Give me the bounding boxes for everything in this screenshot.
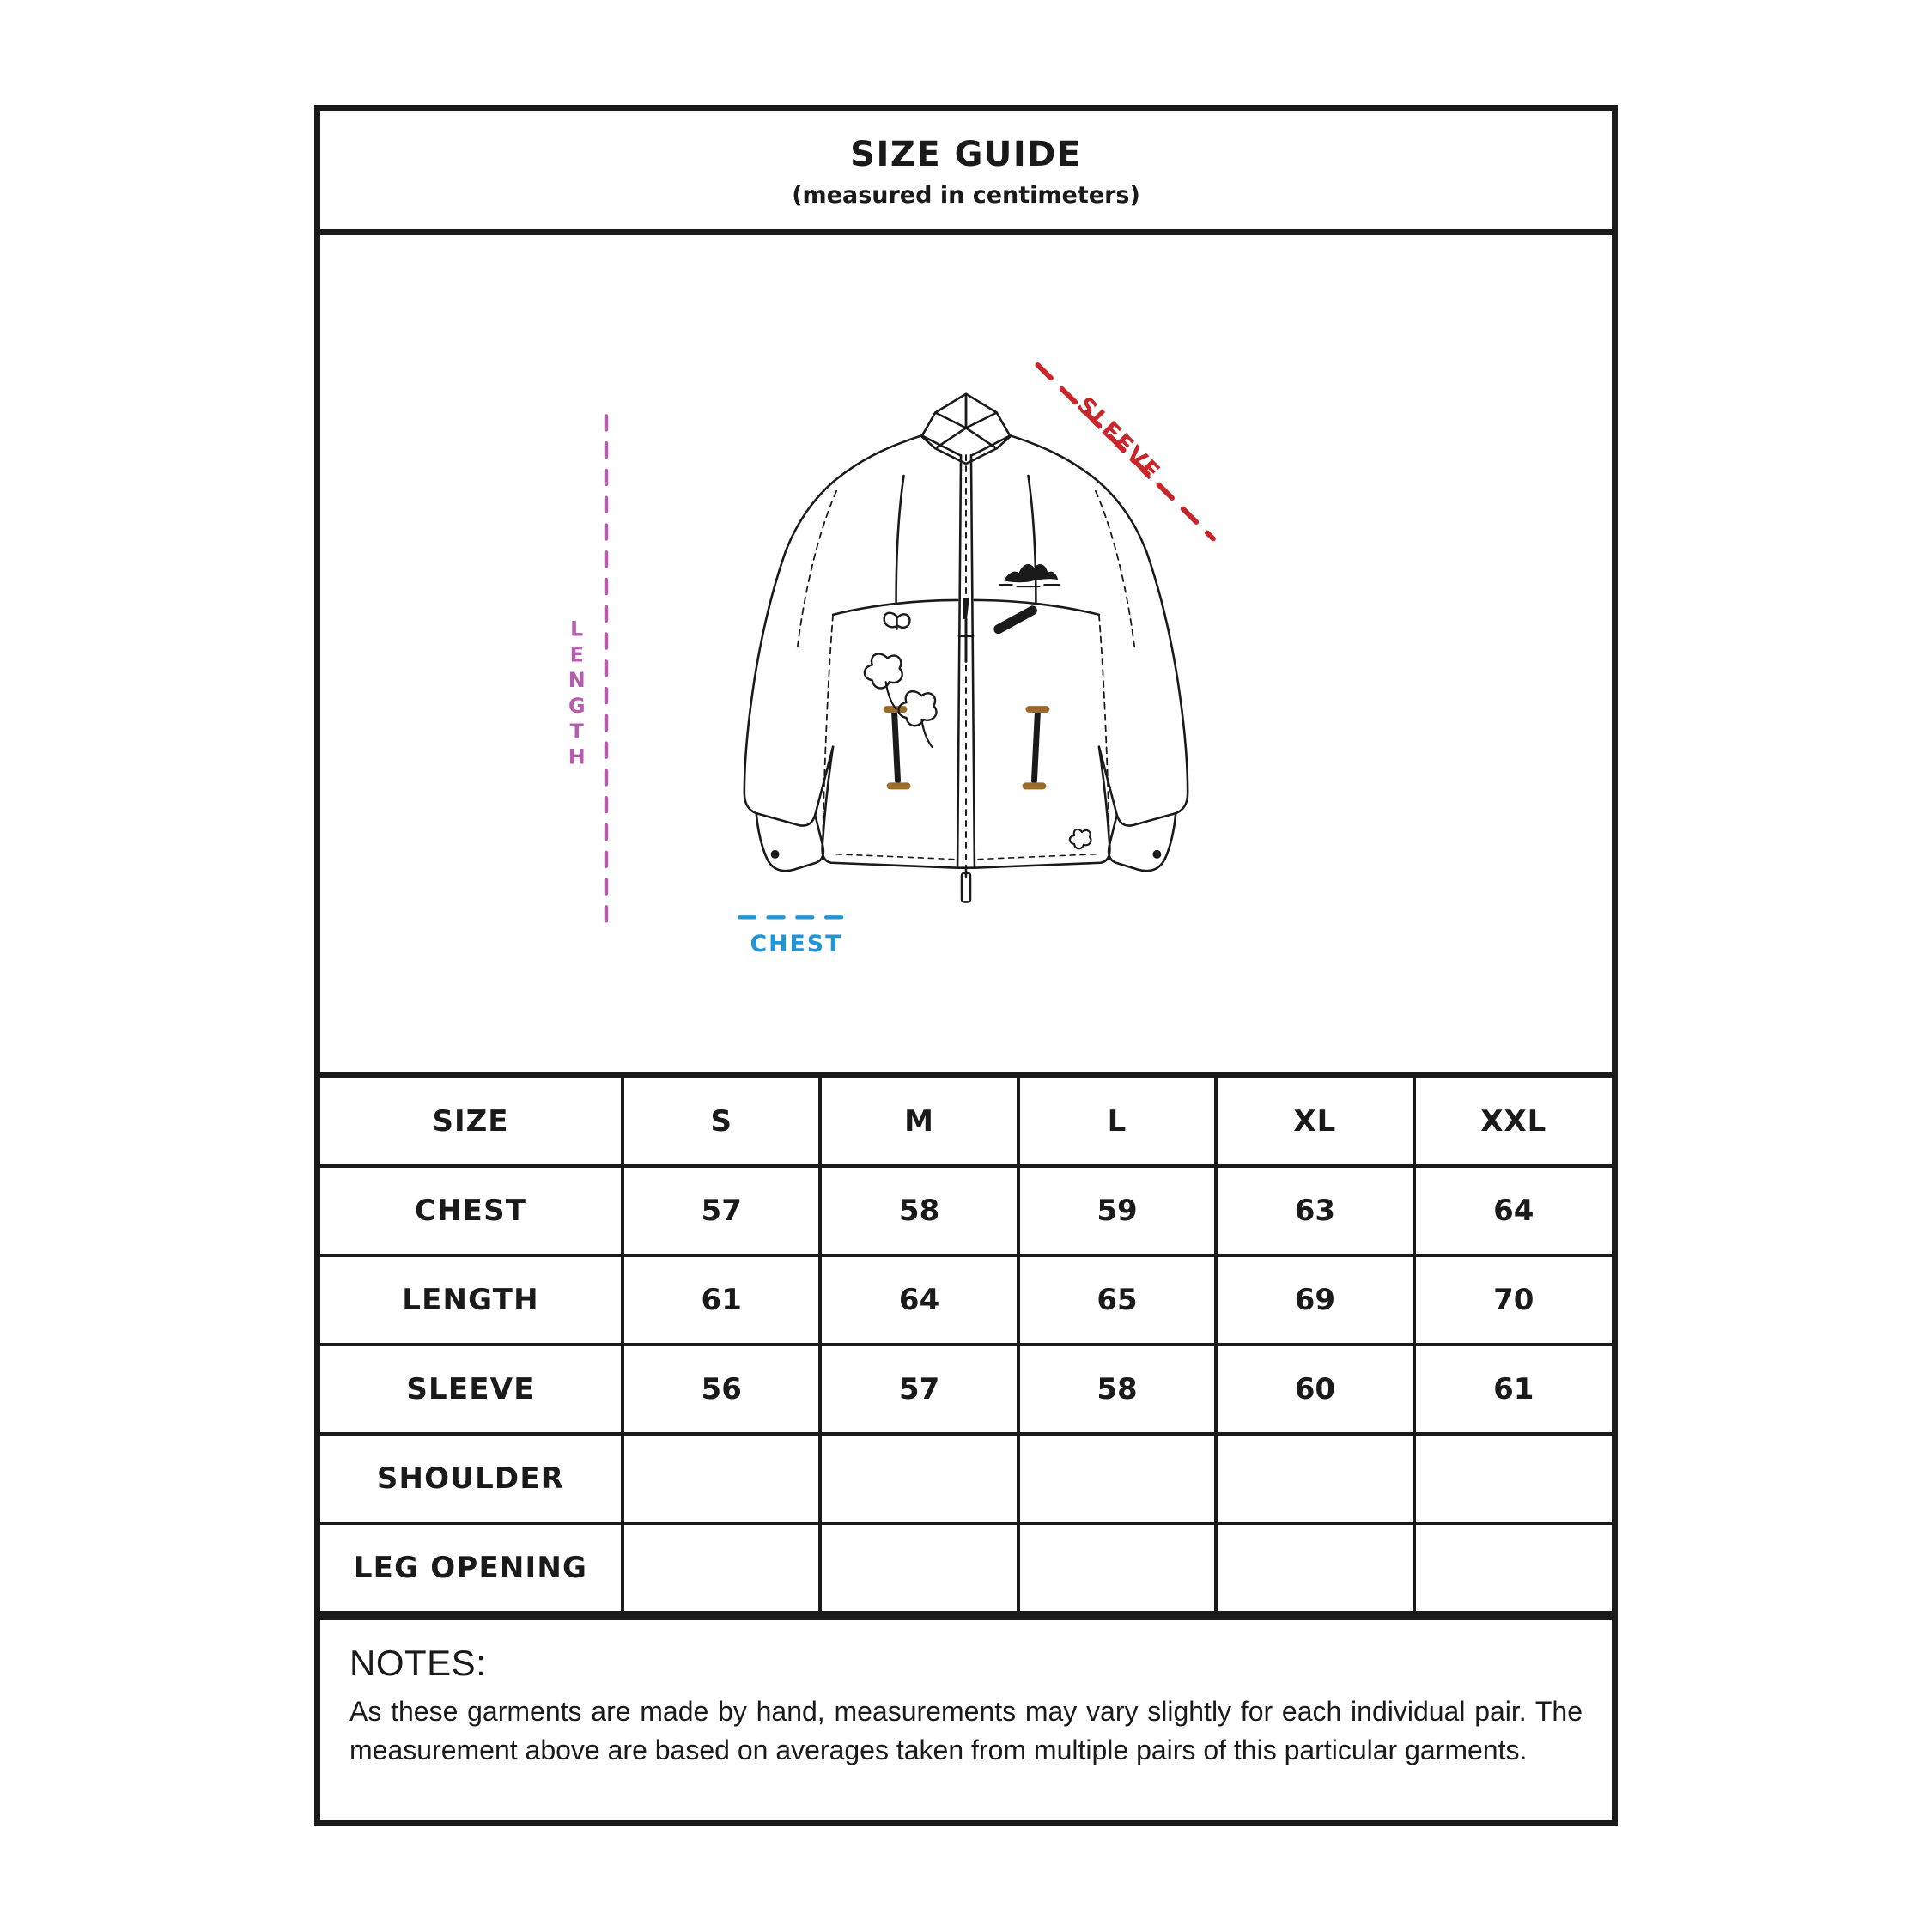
measurements-table-wrap (320, 1078, 1612, 1614)
svg-text:L: L (570, 617, 585, 641)
cell-length-xxl: 70 (1414, 1255, 1612, 1345)
svg-text:H: H (568, 744, 586, 769)
cell-chest-l: 59 (1018, 1166, 1216, 1255)
page-title: SIZE GUIDE (850, 135, 1082, 174)
cell-shoulder-s (623, 1434, 820, 1523)
jacket-technical-drawing (320, 235, 1612, 1072)
notes-section (320, 1614, 1612, 1820)
cell-chest-xxl: 64 (1414, 1166, 1612, 1255)
measurements-table (320, 1078, 1612, 1614)
card-header (320, 111, 1612, 235)
svg-text:E: E (569, 642, 585, 667)
size-guide-card (314, 105, 1618, 1826)
cell-shoulder-xl (1216, 1434, 1413, 1523)
cell-length-l: 65 (1018, 1255, 1216, 1345)
cell-sleeve-l: 58 (1018, 1345, 1216, 1434)
row-label-sleeve: SLEEVE (320, 1345, 623, 1434)
cell-leg-opening-xxl (1414, 1523, 1612, 1613)
cell-shoulder-xxl (1414, 1434, 1612, 1523)
cell-shoulder-m (820, 1434, 1018, 1523)
table-row (320, 1255, 1612, 1345)
notes-title: NOTES: (349, 1643, 487, 1683)
cell-chest-m: 58 (820, 1166, 1018, 1255)
svg-text:G: G (568, 694, 586, 719)
table-row (320, 1434, 1612, 1523)
cell-leg-opening-m (820, 1523, 1018, 1613)
row-label-leg-opening: LEG OPENING (320, 1523, 623, 1613)
row-label-shoulder: SHOULDER (320, 1434, 623, 1523)
cell-length-m: 64 (820, 1255, 1018, 1345)
svg-text:N: N (568, 668, 586, 693)
cell-sleeve-m: 57 (820, 1345, 1018, 1434)
notes-body: As these garments are made by hand, measurements may vary slightly for each individual pair. The measurement above are based on averages taken from multiple pairs of this particular garments. (349, 1696, 1583, 1766)
cell-sleeve-xxl: 61 (1414, 1345, 1612, 1434)
cell-length-s: 61 (623, 1255, 820, 1345)
svg-text:T: T (569, 719, 585, 744)
row-label-chest: CHEST (320, 1166, 623, 1255)
sleeve-label: SLEEVE (1071, 392, 1166, 487)
cell-leg-opening-l (1018, 1523, 1216, 1613)
garment-illustration (320, 235, 1612, 1078)
page-subtitle: (measured in centimeters) (792, 182, 1140, 209)
column-header-xl: XL (1216, 1078, 1413, 1166)
row-label-length: LENGTH (320, 1255, 623, 1345)
column-header-m: M (820, 1078, 1018, 1166)
cell-sleeve-xl: 60 (1216, 1345, 1413, 1434)
cell-leg-opening-xl (1216, 1523, 1413, 1613)
table-header-row (320, 1078, 1612, 1166)
cell-chest-s: 57 (623, 1166, 820, 1255)
length-label (568, 617, 586, 769)
column-header-l: L (1018, 1078, 1216, 1166)
cell-length-xl: 69 (1216, 1255, 1413, 1345)
column-header-size: SIZE (320, 1078, 623, 1166)
table-row (320, 1345, 1612, 1434)
table-row (320, 1523, 1612, 1613)
cell-chest-xl: 63 (1216, 1166, 1413, 1255)
chest-label: CHEST (750, 931, 843, 958)
cell-shoulder-l (1018, 1434, 1216, 1523)
column-header-s: S (623, 1078, 820, 1166)
table-row (320, 1166, 1612, 1255)
cell-sleeve-s: 56 (623, 1345, 820, 1434)
cell-leg-opening-s (623, 1523, 820, 1613)
column-header-xxl: XXL (1414, 1078, 1612, 1166)
